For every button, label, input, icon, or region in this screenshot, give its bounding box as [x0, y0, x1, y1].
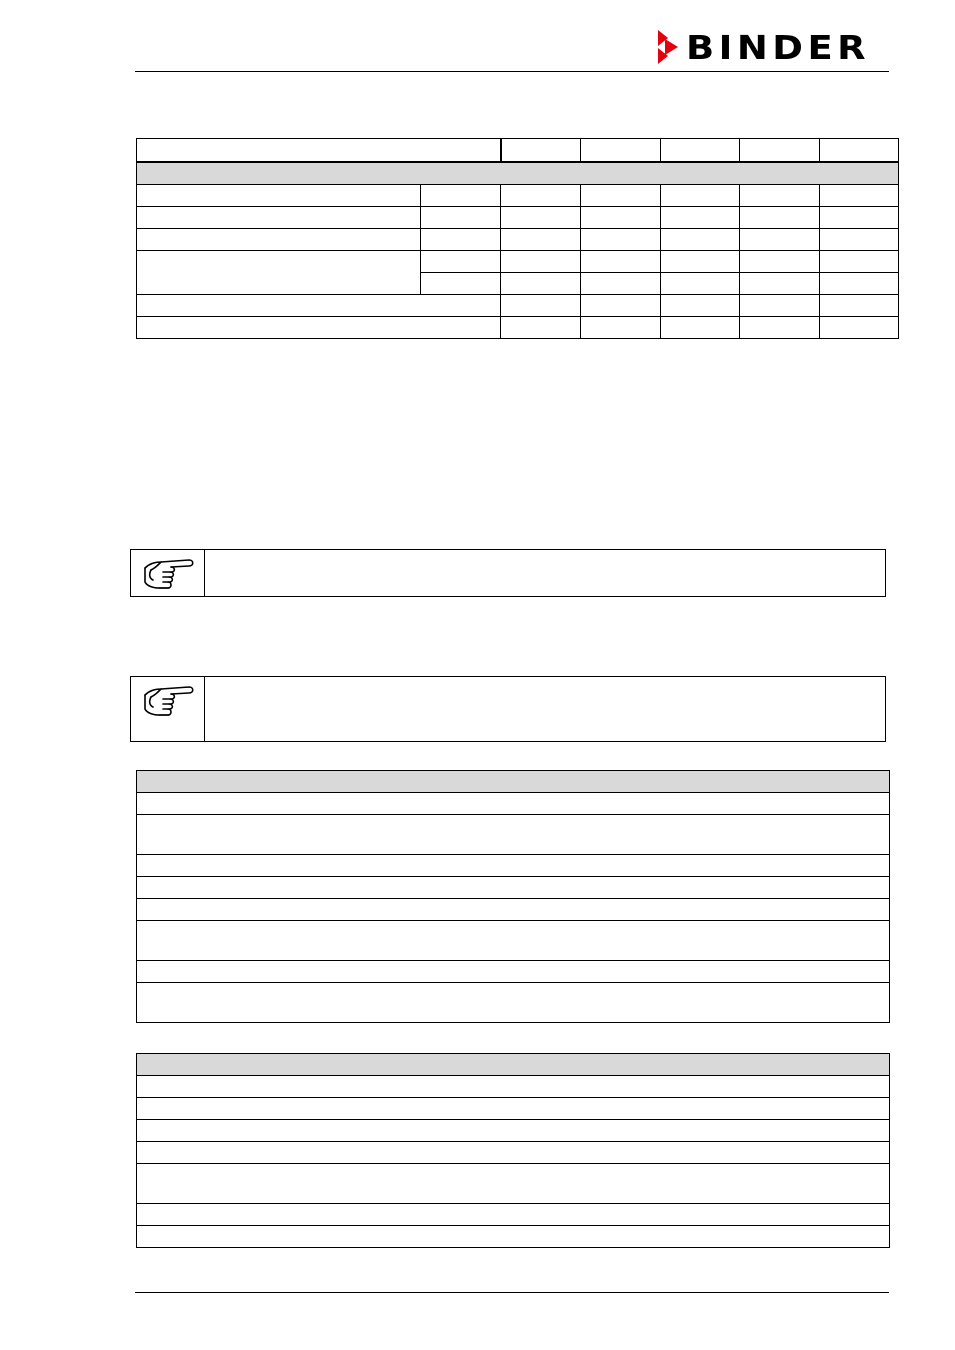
table-row — [137, 793, 890, 815]
table-cell — [137, 983, 890, 1023]
technical-data-table — [136, 138, 899, 339]
table-cell — [739, 273, 819, 295]
table-cell — [580, 317, 660, 339]
table-cell — [660, 207, 739, 229]
table-row — [137, 983, 890, 1023]
list-table-header-cell — [137, 1054, 890, 1076]
header-rule — [135, 71, 889, 72]
table-cell — [819, 251, 898, 273]
footer-rule — [135, 1292, 889, 1293]
table-row — [137, 815, 890, 855]
table-cell — [580, 185, 660, 207]
model-column-header — [739, 139, 819, 163]
model-column-header — [819, 139, 898, 163]
table-row — [137, 899, 890, 921]
table-cell — [580, 273, 660, 295]
table-cell — [739, 295, 819, 317]
table-cell — [137, 1120, 890, 1142]
table-cell — [501, 207, 580, 229]
table-cell — [739, 251, 819, 273]
table-cell — [137, 1076, 890, 1098]
table-row — [137, 855, 890, 877]
note-icon-cell — [131, 677, 205, 741]
table-cell — [819, 273, 898, 295]
table-cell — [660, 295, 739, 317]
list-table — [136, 1053, 890, 1248]
note-box — [130, 549, 886, 597]
pointing-hand-icon — [139, 681, 197, 719]
table-cell — [580, 251, 660, 273]
table-cell — [501, 273, 580, 295]
table-cell — [819, 229, 898, 251]
table-cell — [819, 185, 898, 207]
table-header-row — [137, 139, 899, 163]
table-cell — [137, 877, 890, 899]
table-cell — [660, 185, 739, 207]
note-box — [130, 676, 886, 742]
binder-logo-mark-icon — [656, 30, 682, 64]
table-cell — [137, 317, 501, 339]
table-cell — [819, 317, 898, 339]
section-header-cell — [137, 162, 899, 185]
table-cell — [137, 295, 501, 317]
table-row — [137, 295, 899, 317]
table-cell — [660, 273, 739, 295]
section-header-row — [137, 162, 899, 185]
model-column-header — [580, 139, 660, 163]
table-cell — [137, 1142, 890, 1164]
table-cell — [137, 1164, 890, 1204]
binder-logo — [656, 27, 890, 67]
table-row — [137, 1226, 890, 1248]
table-cell — [137, 921, 890, 961]
table-row — [137, 229, 899, 251]
note-icon-cell — [131, 550, 205, 596]
table-cell — [421, 273, 501, 295]
table-cell — [137, 139, 501, 163]
table-cell — [660, 317, 739, 339]
table-row — [137, 1098, 890, 1120]
table-cell — [137, 229, 421, 251]
table-cell — [137, 815, 890, 855]
table-row — [137, 1120, 890, 1142]
table-cell — [501, 317, 580, 339]
table-cell — [137, 855, 890, 877]
table-row — [137, 1142, 890, 1164]
table-cell — [580, 229, 660, 251]
table-cell — [739, 185, 819, 207]
list-table-header-row — [137, 771, 890, 793]
brand-name: BINDER — [686, 27, 871, 67]
table-cell — [580, 207, 660, 229]
model-column-header — [660, 139, 739, 163]
table-cell — [501, 251, 580, 273]
table-cell — [660, 251, 739, 273]
table-cell — [137, 1226, 890, 1248]
list-table-header-cell — [137, 771, 890, 793]
table-cell — [137, 899, 890, 921]
table-cell — [137, 185, 421, 207]
note-text — [205, 550, 885, 596]
table-row — [137, 961, 890, 983]
table-cell — [421, 251, 501, 273]
table-row — [137, 185, 899, 207]
table-cell — [137, 1098, 890, 1120]
table-cell — [137, 793, 890, 815]
pointing-hand-icon — [139, 554, 197, 592]
table-row — [137, 921, 890, 961]
table-cell — [137, 207, 421, 229]
note-text — [205, 677, 885, 741]
table-row — [137, 1076, 890, 1098]
table-cell — [137, 961, 890, 983]
table-cell — [501, 229, 580, 251]
table-cell — [660, 229, 739, 251]
table-row — [137, 1164, 890, 1204]
table-cell — [739, 317, 819, 339]
table-cell — [421, 229, 501, 251]
table-cell — [137, 251, 421, 295]
table-cell — [421, 207, 501, 229]
table-cell — [501, 295, 580, 317]
table-row — [137, 877, 890, 899]
table-row — [137, 317, 899, 339]
model-column-header — [501, 139, 580, 163]
table-cell — [421, 185, 501, 207]
table-cell — [580, 295, 660, 317]
table-cell — [501, 185, 580, 207]
table-cell — [819, 207, 898, 229]
table-cell — [739, 207, 819, 229]
table-cell — [819, 295, 898, 317]
table-cell — [739, 229, 819, 251]
table-row — [137, 207, 899, 229]
list-table — [136, 770, 890, 1023]
table-row — [137, 251, 899, 273]
list-table-header-row — [137, 1054, 890, 1076]
table-row — [137, 1204, 890, 1226]
table-cell — [137, 1204, 890, 1226]
